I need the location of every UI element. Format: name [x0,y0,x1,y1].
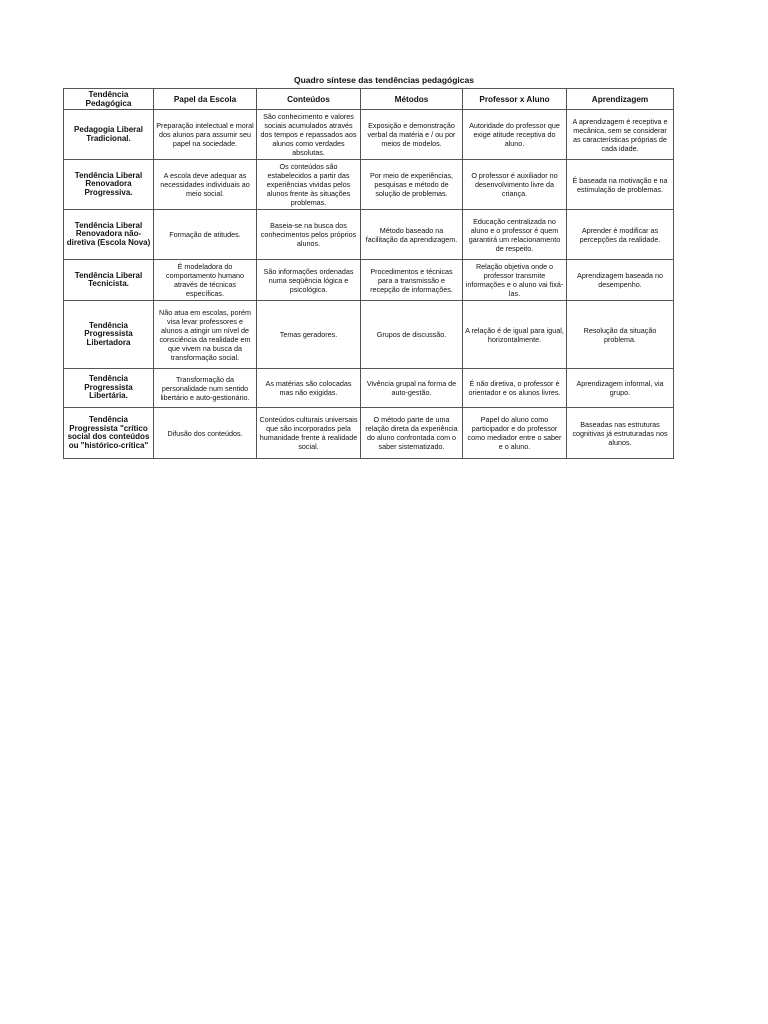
table-row [64,210,674,260]
cell-aprendizagem: Aprender é modificar as percepções da realidade. [567,210,674,260]
header-professor-aluno: Professor x Aluno [463,89,567,110]
cell-tendencia: Tendência Progressista Libertadora [64,301,154,369]
cell-conteudos: Temas geradores. [257,301,361,369]
cell-professor-aluno: A relação é de igual para igual, horizontalmente. [463,301,567,369]
table-row [64,160,674,210]
cell-papel: A escola deve adequar as necessidades individuais ao meio social. [154,160,257,210]
cell-conteudos: Os conteúdos são estabelecidos a partir das experiências vividas pelos alunos frente às situações problemas. [257,160,361,210]
table-row [64,301,674,369]
cell-tendencia: Pedagogia Liberal Tradicional. [64,110,154,160]
cell-professor-aluno: É não diretiva, o professor é orientador e os alunos livres. [463,369,567,408]
table-row [64,110,674,160]
cell-tendencia: Tendência Liberal Renovadora Progressiva. [64,160,154,210]
table-row [64,408,674,459]
cell-professor-aluno: Relação objetiva onde o professor transmite informações e o aluno vai fixá-las. [463,260,567,301]
cell-tendencia: Tendência Progressista "crítico social dos conteúdos ou "histórico-crítica" [64,408,154,459]
tendencias-table [63,88,674,459]
header-aprendizagem: Aprendizagem [567,89,674,110]
cell-professor-aluno: Educação centralizada no aluno e o professor é quem garantirá um relacionamento de respeito. [463,210,567,260]
cell-aprendizagem: Aprendizagem informal, via grupo. [567,369,674,408]
cell-conteudos: São conhecimento e valores sociais acumulados através dos tempos e repassados aos alunos como verdades absolutas. [257,110,361,160]
cell-papel: Preparação intelectual e moral dos alunos para assumir seu papel na sociedade. [154,110,257,160]
cell-metodos: Por meio de experiências, pesquisas e método de solução de problemas. [361,160,463,210]
cell-metodos: Método baseado na facilitação da aprendizagem. [361,210,463,260]
cell-professor-aluno: O professor é auxiliador no desenvolvimento livre da criança. [463,160,567,210]
cell-conteudos: Baseia-se na busca dos conhecimentos pelos próprios alunos. [257,210,361,260]
cell-aprendizagem: Baseadas nas estruturas cognitivas já estruturadas nos alunos. [567,408,674,459]
table-row [64,369,674,408]
document-title: Quadro síntese das tendências pedagógicas [294,75,474,85]
cell-tendencia: Tendência Progressista Libertária. [64,369,154,408]
cell-metodos: Procedimentos e técnicas para a transmissão e recepção de informações. [361,260,463,301]
cell-metodos: O método parte de uma relação direta da experiência do aluno confrontada com o saber sistematizado. [361,408,463,459]
cell-papel: Difusão dos conteúdos. [154,408,257,459]
cell-aprendizagem: Resolução da situação problema. [567,301,674,369]
cell-conteudos: Conteúdos culturais universais que são incorporados pela humanidade frente à realidade social. [257,408,361,459]
header-tendencia: Tendência Pedagógica [64,89,154,110]
cell-papel: Formação de atitudes. [154,210,257,260]
cell-aprendizagem: A aprendizagem é receptiva e mecânica, sem se considerar as características próprias de cada idade. [567,110,674,160]
header-metodos: Métodos [361,89,463,110]
cell-tendencia: Tendência Liberal Renovadora não-diretiva (Escola Nova) [64,210,154,260]
cell-conteudos: São informações ordenadas numa seqüência lógica e psicológica. [257,260,361,301]
header-conteudos: Conteúdos [257,89,361,110]
cell-papel: É modeladora do comportamento humano através de técnicas específicas. [154,260,257,301]
cell-tendencia: Tendência Liberal Tecnicista. [64,260,154,301]
cell-conteudos: As matérias são colocadas mas não exigidas. [257,369,361,408]
cell-metodos: Vivência grupal na forma de auto-gestão. [361,369,463,408]
cell-metodos: Grupos de discussão. [361,301,463,369]
table-row [64,260,674,301]
cell-aprendizagem: Aprendizagem baseada no desempenho. [567,260,674,301]
table-header-row [64,89,674,110]
cell-professor-aluno: Papel do aluno como participador e do professor como mediador entre o saber e o aluno. [463,408,567,459]
cell-professor-aluno: Autoridade do professor que exige atitude receptiva do aluno. [463,110,567,160]
cell-papel: Transformação da personalidade num sentido libertário e auto-gestionário. [154,369,257,408]
cell-metodos: Exposição e demonstração verbal da matéria e / ou por meios de modelos. [361,110,463,160]
header-papel: Papel da Escola [154,89,257,110]
cell-aprendizagem: É baseada na motivação e na estimulação de problemas. [567,160,674,210]
cell-papel: Não atua em escolas, porém visa levar professores e alunos a atingir um nível de consciência da realidade em que vivem na busca da transformação social. [154,301,257,369]
